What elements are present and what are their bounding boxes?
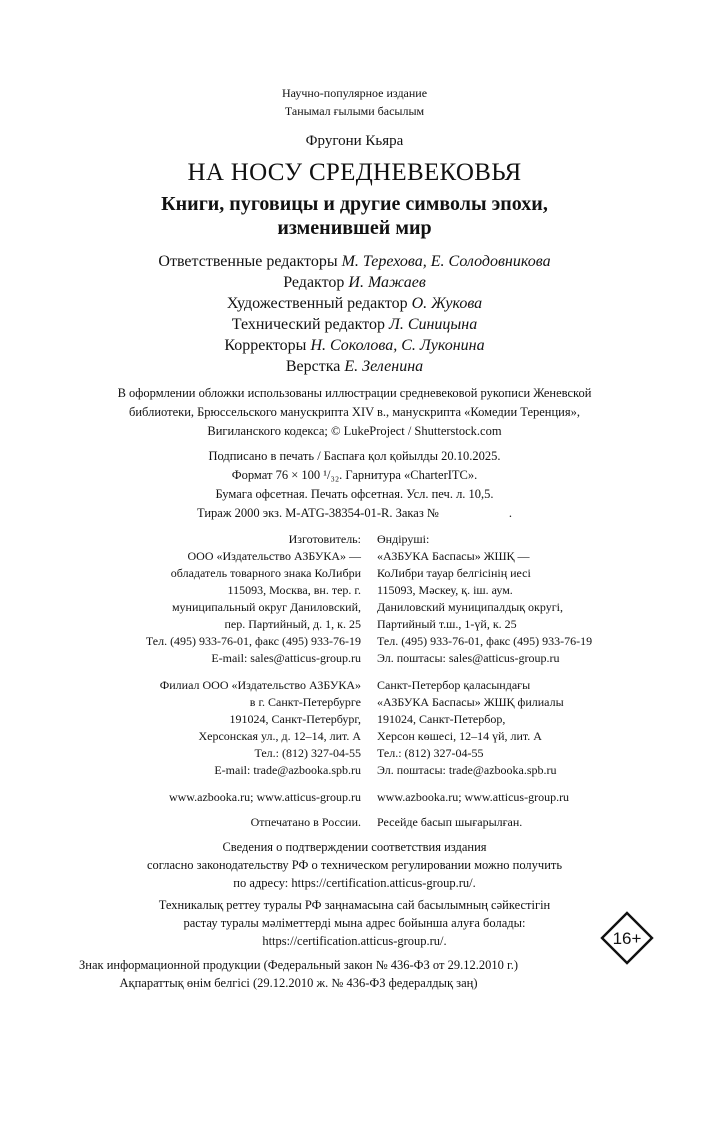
branch-ru-line: в г. Санкт-Петербурге <box>249 695 361 709</box>
info-mark-kz: Ақпараттық өнім белгісі (29.12.2010 ж. № 436-ФЗ федералдық заң) <box>119 976 478 990</box>
publisher-ru-line: Тел. (495) 933-76-01, факс (495) 933-76-19 <box>145 634 361 648</box>
website-kz: www.azbooka.ru; www.atticus-group.ru <box>377 790 570 804</box>
print-info-line: Тираж 2000 экз. M-ATG-38354-01-R. Заказ № . <box>197 506 512 520</box>
certification-ru-line: Сведения о подтверждении соответствия издания <box>222 840 487 854</box>
branch-kz-line: Эл. поштасы: trade@azbooka.spb.ru <box>377 763 557 777</box>
website-ru: www.azbooka.ru; www.atticus-group.ru <box>168 790 361 804</box>
branch-kz-line: 191024, Санкт-Петербор, <box>377 712 506 726</box>
printed-in-ru: Отпечатано в России. <box>250 815 361 829</box>
publisher-ru-line: муниципальный округ Даниловский, <box>171 600 361 614</box>
staff-credit: Редактор И. Мажаев <box>283 274 426 291</box>
certification-kz-line: растау туралы мәліметтерді мына адрес бойынша алуға болады: <box>183 916 526 930</box>
cover-note-line: В оформлении обложки использованы иллюстрации средневековой рукописи Женевской <box>117 386 592 400</box>
certification-ru-line: по адресу: https://certification.atticus-group.ru/. <box>233 876 476 890</box>
staff-credit: Художественный редактор О. Жукова <box>226 295 483 312</box>
cover-note-line: Вигиланского кодекса; © LukeProject / Shutterstock.com <box>207 424 502 438</box>
certification-kz-line: Техникалық реттеу туралы РФ заңнамасына сай басылымның сәйкестігін <box>158 898 551 912</box>
book-subtitle-line-1: Книги, пуговицы и другие символы эпохи, <box>161 193 548 215</box>
publisher-kz-line: 115093, Мәскеу, қ. іш. аум. <box>377 583 513 597</box>
branch-kz-line: «АЗБУКА Баспасы» ЖШҚ филиалы <box>377 695 564 709</box>
branch-kz-line: Тел.: (812) 327-04-55 <box>377 746 484 760</box>
certification-kz-line: https://certification.atticus-group.ru/. <box>262 934 447 948</box>
publisher-kz-line: Өндіруші: <box>377 532 430 546</box>
printed-in-kz: Ресейде басып шығарылған. <box>377 815 523 829</box>
print-info-line: Бумага офсетная. Печать офсетная. Усл. печ. л. 10,5. <box>215 487 494 501</box>
print-info-line: Формат 76 × 100 ¹/₃₂. Гарнитура «CharterITC». <box>231 468 478 482</box>
branch-ru-line: Тел.: (812) 327-04-55 <box>254 746 361 760</box>
certification-ru-line: согласно законодательству РФ о техническом регулировании можно получить <box>146 858 563 872</box>
publisher-ru-line: обладатель товарного знака КоЛибри <box>170 566 361 580</box>
branch-kz-line: Санкт-Петербор қаласындағы <box>377 678 531 692</box>
branch-ru-line: Херсонская ул., д. 12–14, лит. А <box>198 729 361 743</box>
age-rating-16-plus-icon <box>600 911 654 965</box>
branch-ru-line: 191024, Санкт-Петербург, <box>229 712 361 726</box>
publisher-ru-line: ООО «Издательство АЗБУКА» — <box>187 549 361 563</box>
staff-credit: Верстка Е. Зеленина <box>285 358 424 375</box>
publisher-ru-line: 115093, Москва, вн. тер. г. <box>227 583 361 597</box>
publisher-ru-line: пер. Партийный, д. 1, к. 25 <box>224 617 361 631</box>
publisher-kz-line: Партийный т.ш., 1-үй, к. 25 <box>377 617 517 631</box>
publisher-ru-line: E-mail: sales@atticus-group.ru <box>211 651 361 665</box>
branch-ru-line: E-mail: trade@azbooka.spb.ru <box>214 763 361 777</box>
info-mark-ru: Знак информационной продукции (Федеральный закон № 436-ФЗ от 29.12.2010 г.) <box>79 958 518 972</box>
print-info-line: Подписано в печать / Баспаға қол қойылды 20.10.2025. <box>208 449 501 463</box>
staff-credit: Ответственные редакторы М. Терехова, Е. Солодовникова <box>158 253 551 270</box>
publisher-kz-line: Тел. (495) 933-76-01, факс (495) 933-76-19 <box>377 634 593 648</box>
publisher-ru-line: Изготовитель: <box>288 532 361 546</box>
edition-type-kz: Танымал ғылыми басылым <box>284 104 425 118</box>
edition-type-ru: Научно-популярное издание <box>281 86 428 100</box>
author-name: Фругони Кьяра <box>305 133 404 149</box>
cover-note-line: библиотеки, Брюссельского манускрипта XIV в., манускрипта «Комедии Теренция», <box>129 405 580 419</box>
book-title: НА НОСУ СРЕДНЕВЕКОВЬЯ <box>187 159 522 186</box>
branch-ru-line: Филиал ООО «Издательство АЗБУКА» <box>159 678 361 692</box>
publisher-kz-line: КоЛибри тауар белгісінің иесі <box>377 566 531 580</box>
book-subtitle-line-2: изменившей мир <box>277 217 432 239</box>
branch-kz-line: Херсон көшесі, 12–14 үй, лит. А <box>377 729 542 743</box>
publisher-kz-line: Эл. поштасы: sales@atticus-group.ru <box>377 651 560 665</box>
staff-credit: Корректоры Н. Соколова, С. Луконина <box>224 337 485 354</box>
publisher-kz-line: Даниловский муниципалдық округі, <box>377 600 563 614</box>
publisher-kz-line: «АЗБУКА Баспасы» ЖШҚ — <box>377 549 530 563</box>
staff-credit: Технический редактор Л. Синицына <box>231 316 478 333</box>
age-rating-label: 16+ <box>612 929 642 948</box>
